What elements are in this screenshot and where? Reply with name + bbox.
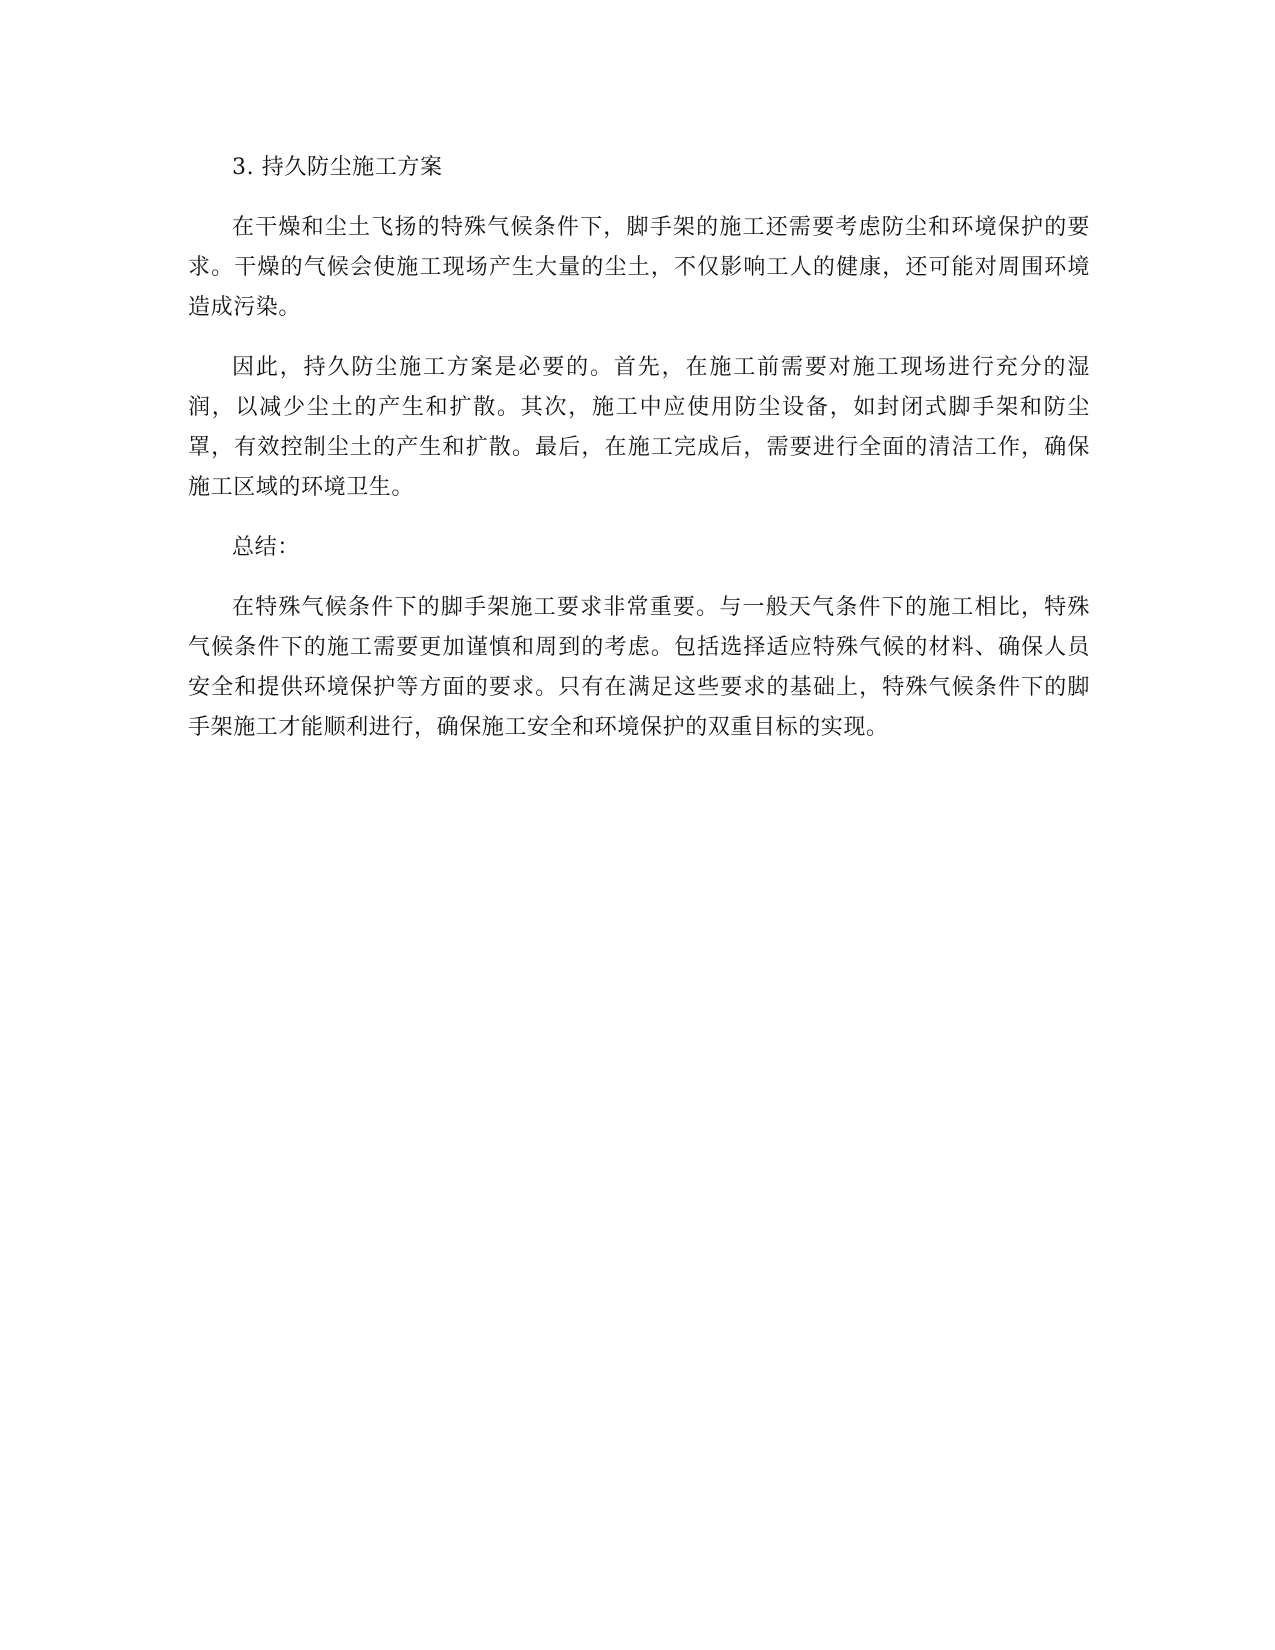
paragraph-dust-plan: 因此，持久防尘施工方案是必要的。首先，在施工前需要对施工现场进行充分的湿润，以减少尘土的产生和扩散。其次，施工中应使用防尘设备，如封闭式脚手架和防尘罩，有效控制尘土的产生和扩散。最后，在施工完成后，需要进行全面的清洁工作，确保施工区域的环境卫生。 [188,355,1090,500]
paragraph-dust-requirements: 在干燥和尘土飞扬的特殊气候条件下，脚手架的施工还需要考虑防尘和环境保护的要求。干燥的气候会使施工现场产生大量的尘土，不仅影响工人的健康，还可能对周围环境造成污染。 [188,215,1090,320]
summary-heading: 总结： [232,535,300,560]
document-body [188,148,1090,768]
summary-paragraph: 在特殊气候条件下的脚手架施工要求非常重要。与一般天气条件下的施工相比，特殊气候条件下的施工需要更加谨慎和周到的考虑。包括选择适应特殊气候的材料、确保人员安全和提供环境保护等方面的要求。只有在满足这些要求的基础上，特殊气候条件下的脚手架施工才能顺利进行，确保施工安全和环境保护的双重目标的实现。 [188,595,1090,740]
section-heading: 3. 持久防尘施工方案 [232,155,443,180]
